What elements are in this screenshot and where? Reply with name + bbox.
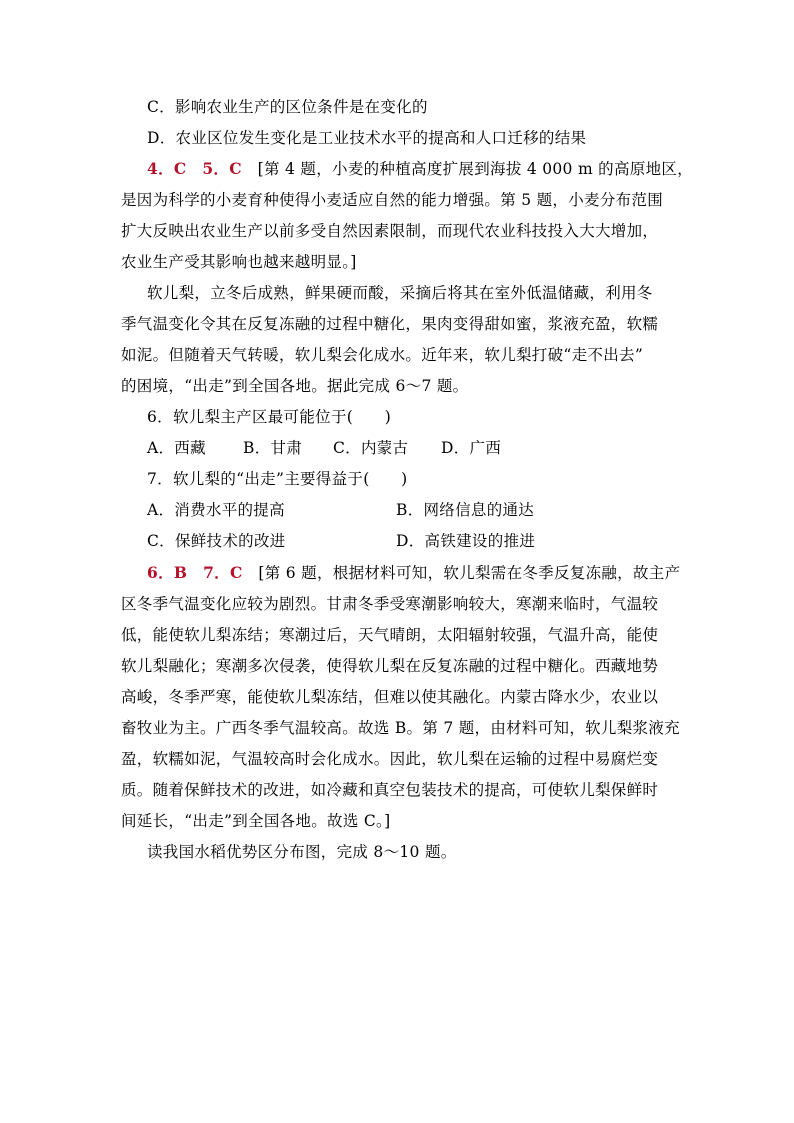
q7-stem: 7．软儿梨的“出走”主要得益于( ) [147, 470, 408, 488]
answer-4-5-line-2: 是因为科学的小麦育种使得小麦适应自然的能力增强。第 5 题，小麦分布范围 [121, 191, 664, 209]
q7-option-c: C．保鲜技术的改进 [147, 532, 286, 550]
answer-4-5-label: 4．C 5．C [147, 159, 242, 178]
answer-4-5-text: [第 4 题，小麦的种植高度扩展到海拔 4 000 m 的高原地区， [257, 160, 693, 178]
answer-6-7-line-5: 高峻，冬季严寒，能使软儿梨冻结，但难以使其融化。内蒙古降水少，农业以 [121, 688, 659, 706]
answer-6-7-line-1 [147, 563, 680, 583]
q6-option-b: B．甘肃 [243, 439, 303, 457]
answer-6-7-line-4: 软儿梨融化；寒潮多次侵袭，使得软儿梨在反复冻融的过程中糖化。西藏地势 [121, 657, 659, 675]
answer-4-5-line-3: 扩大反映出农业生产以前多受自然因素限制，而现代农业科技投入大大增加， [121, 222, 659, 240]
passage-line-4: 的困境，“出走”到全国各地。据此完成 6～7 题。 [121, 377, 469, 395]
answer-6-7-text: [第 6 题，根据材料可知，软儿梨需在冬季反复冻融，故主产 [258, 564, 681, 582]
answer-6-7-line-9: 间延长，“出走”到全国各地。故选 C。] [121, 812, 391, 830]
q6-option-c: C．内蒙古 [333, 439, 409, 457]
q6-option-a: A．西藏 [147, 439, 206, 457]
q3-option-d: D．农业区位发生变化是工业技术水平的提高和人口迁移的结果 [147, 129, 587, 147]
q7-option-a: A．消费水平的提高 [147, 501, 285, 519]
answer-4-5-line-1 [147, 159, 693, 179]
passage-line-2: 季气温变化令其在反复冻融的过程中糖化，果肉变得甜如蜜，浆液充盈，软糯 [121, 315, 659, 333]
answer-6-7-line-6: 畜牧业为主。广西冬季气温较高。故选 B。第 7 题，由材料可知，软儿梨浆液充 [121, 719, 680, 737]
q7-option-b: B．网络信息的通达 [396, 501, 535, 519]
passage-line-1: 软儿梨，立冬后成熟，鲜果硬而酸，采摘后将其在室外低温储藏，利用冬 [147, 284, 653, 302]
q7-option-d: D．高铁建设的推进 [396, 532, 536, 550]
answer-6-7-line-3: 低，能使软儿梨冻结；寒潮过后，天气晴朗，太阳辐射较强，气温升高，能使 [121, 626, 659, 644]
q6-stem: 6．软儿梨主产区最可能位于( ) [147, 408, 392, 426]
q6-option-d: D．广西 [441, 439, 502, 457]
passage-line-3: 如泥。但随着天气转暖，软儿梨会化成水。近年来，软儿梨打破“走不出去” [121, 346, 644, 364]
answer-6-7-line-7: 盈，软糯如泥，气温较高时会化成水。因此，软儿梨在运输的过程中易腐烂变 [121, 750, 659, 768]
q3-option-c: C．影响农业生产的区位条件是在变化的 [147, 98, 428, 116]
answer-6-7-line-8: 质。随着保鲜技术的改进，如冷藏和真空包装技术的提高，可使软儿梨保鲜时 [121, 781, 659, 799]
intro-8-10: 读我国水稻优势区分布图，完成 8～10 题。 [147, 843, 457, 861]
answer-6-7-line-2: 区冬季气温变化应较为剧烈。甘肃冬季受寒潮影响较大，寒潮来临时，气温较 [121, 595, 659, 613]
answer-4-5-line-4: 农业生产受其影响也越来越明显。] [121, 253, 357, 271]
answer-6-7-label: 6．B 7．C [147, 563, 243, 582]
